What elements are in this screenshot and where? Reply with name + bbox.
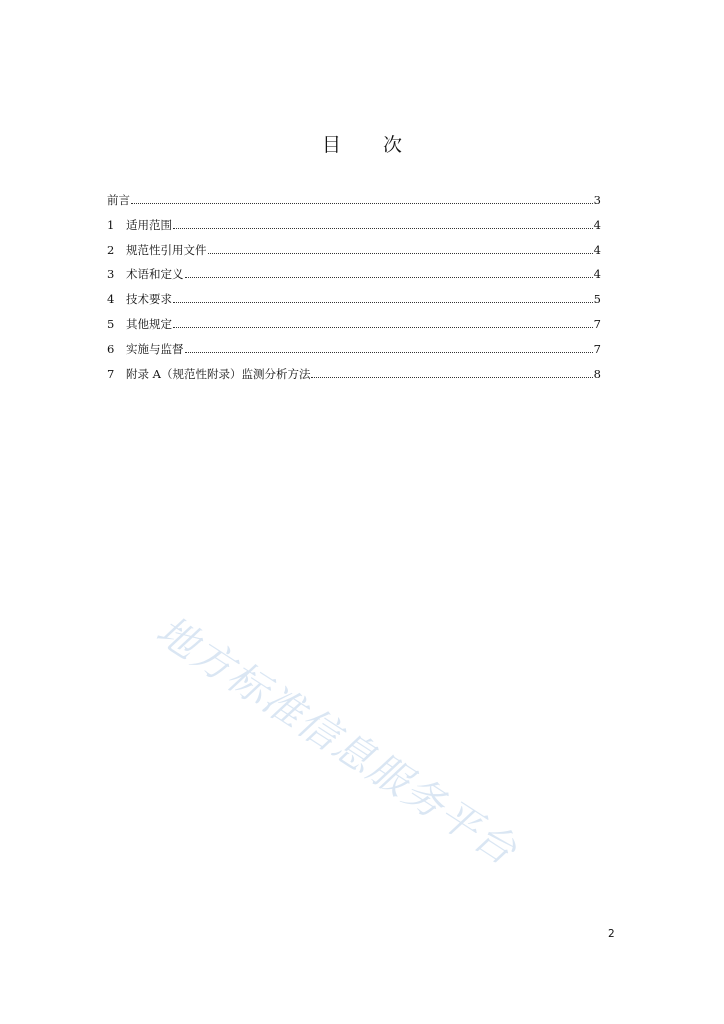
toc-entry-technical-requirements[interactable] — [107, 287, 601, 312]
toc-entry-scope[interactable] — [107, 213, 601, 238]
toc-leader-dots — [131, 203, 593, 204]
toc-entry-page: 5 — [593, 292, 601, 307]
toc-leader-dots — [185, 352, 593, 353]
toc-entry-normative-references[interactable] — [107, 238, 601, 263]
page-title — [0, 130, 724, 157]
toc-leader-dots — [173, 302, 593, 303]
toc-entry-page: 8 — [593, 366, 601, 381]
toc-entry-text: 前言 — [107, 193, 130, 207]
toc-entry-number: 4 — [107, 292, 115, 307]
toc-entry-terms-definitions[interactable] — [107, 262, 601, 287]
toc-entry-text: 适用范围 — [126, 217, 172, 232]
toc-leader-dots — [173, 228, 593, 229]
toc-leader-dots — [208, 253, 593, 254]
watermark-text: 地方标准信息服务平台 — [148, 607, 526, 875]
toc-entry-other-provisions[interactable] — [107, 312, 601, 337]
toc-entry-foreword[interactable] — [107, 188, 601, 213]
toc-entry-implementation-supervision[interactable] — [107, 337, 601, 362]
table-of-contents — [107, 188, 601, 386]
toc-entry-number: 5 — [107, 316, 115, 331]
toc-entry-text: 术语和定义 — [126, 267, 184, 282]
toc-entry-page: 4 — [593, 267, 601, 282]
toc-entry-page: 3 — [593, 193, 601, 207]
toc-entry-page: 7 — [593, 316, 601, 331]
toc-entry-text: 技术要求 — [126, 292, 172, 307]
toc-entry-text: 实施与监督 — [126, 341, 184, 356]
toc-leader-dots — [185, 277, 593, 278]
toc-entry-text: 附录 A（规范性附录）监测分析方法 — [126, 366, 311, 381]
toc-leader-dots — [173, 327, 593, 328]
toc-entry-number: 1 — [107, 217, 115, 232]
toc-entry-page: 7 — [593, 341, 601, 356]
title-part-1: 目 — [321, 134, 341, 156]
toc-entry-appendix-a[interactable] — [107, 362, 601, 387]
toc-entry-number: 7 — [107, 366, 115, 381]
toc-entry-page: 4 — [593, 217, 601, 232]
toc-entry-text: 规范性引用文件 — [126, 242, 207, 257]
toc-entry-page: 4 — [593, 242, 601, 257]
toc-entry-number: 6 — [107, 341, 115, 356]
title-part-2: 次 — [383, 134, 403, 156]
toc-entry-text: 其他规定 — [126, 316, 172, 331]
toc-entry-number: 3 — [107, 267, 115, 282]
page-number: 2 — [608, 928, 615, 940]
toc-entry-number: 2 — [107, 242, 115, 257]
toc-leader-dots — [311, 377, 592, 378]
